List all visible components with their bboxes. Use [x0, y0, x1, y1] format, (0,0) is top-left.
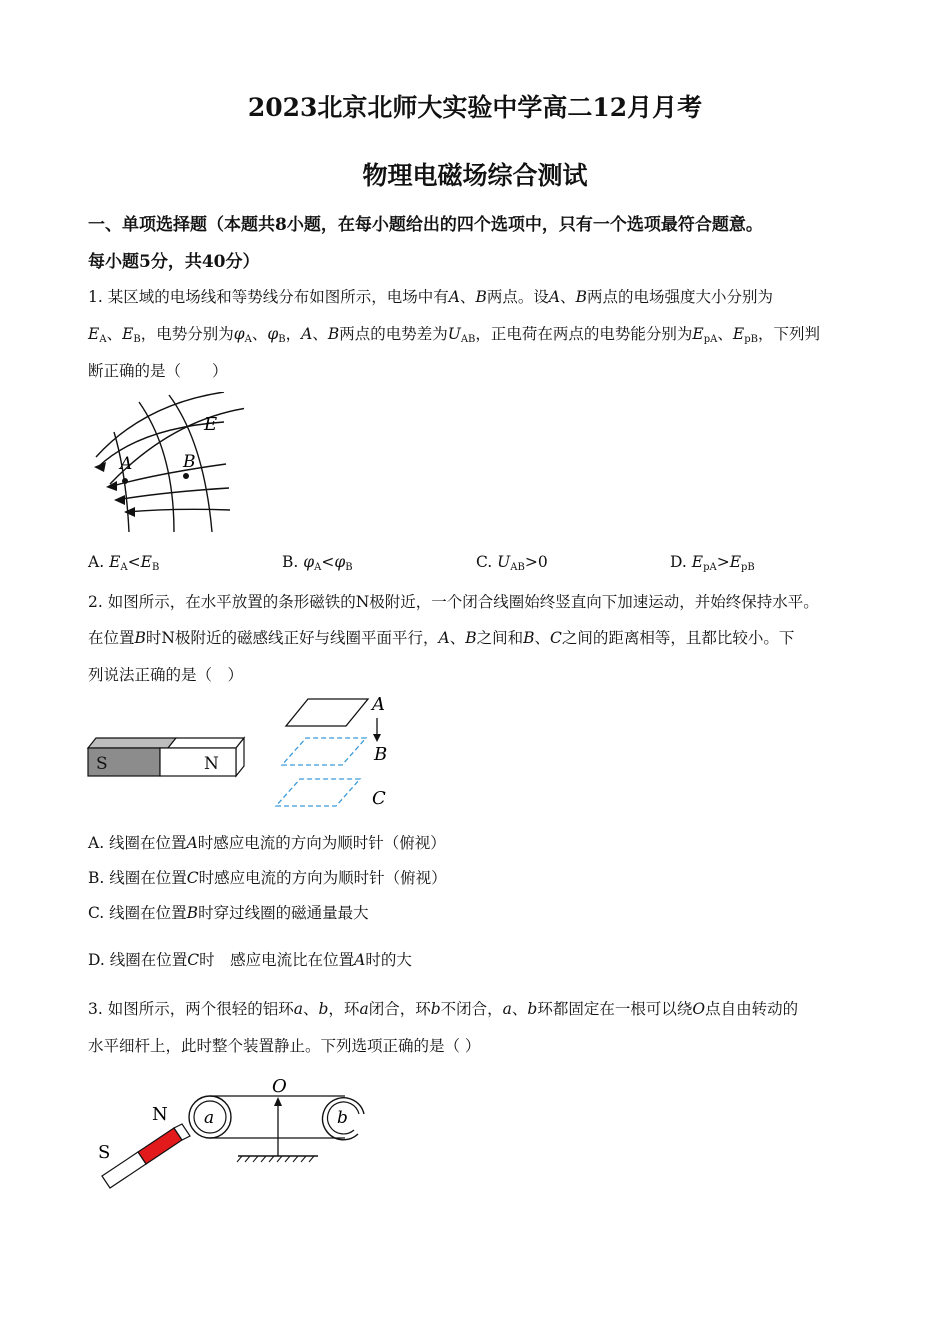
q3-aluminum-rings-figure [92, 1072, 382, 1192]
coil-position-C [276, 779, 360, 806]
arrow-head [114, 495, 125, 505]
coil-position-A [286, 699, 368, 726]
ring-a-label: a [204, 1108, 215, 1128]
magnet-S-label: S [96, 754, 108, 774]
label-A: A [120, 454, 133, 474]
motion-arrow-head [373, 734, 381, 742]
pivot-O-label: O [272, 1076, 287, 1097]
equipotential-2 [139, 402, 174, 532]
q2-option-C[interactable]: C. 线圈在位置B时穿过线圈的磁通量最大 [88, 904, 369, 922]
arrow-head [94, 462, 106, 472]
point-A-dot [122, 478, 128, 484]
magnet-N-end [138, 1128, 182, 1164]
label-B: B [183, 452, 196, 472]
pivot-arrow [274, 1097, 282, 1106]
page-title: 2023北京北师大实验中学高二12月月考 [247, 93, 703, 122]
q1-option-C[interactable]: C. $U_{AB}>0$ [476, 553, 548, 573]
label-B: B [374, 744, 388, 765]
magnet-top-N [168, 738, 244, 748]
magnet-S-label: S [98, 1142, 111, 1163]
q1-line3: 断正确的是（ ） [88, 362, 228, 380]
q2-option-D[interactable]: D. 线圈在位置C时 感应电流比在位置A时的大 [88, 951, 412, 969]
q2-magnet-coil-figure [84, 690, 404, 815]
q1-line2: $E_A$、$E_B$，电势分别为$\varphi_A$、$\varphi_B$，A、B两点的电势差为$U_{AB}$，正电荷在两点的电势能分别为$E_{pA}$、$E_{pB}$，下列判 [88, 325, 820, 345]
q1-option-A[interactable]: A. $E_A<E_B$ [88, 553, 160, 573]
magnet-N-label: N [152, 1104, 168, 1125]
point-B-dot [183, 473, 189, 479]
q1-electric-field-figure [84, 392, 244, 537]
section-heading: 一、单项选择题（本题共8小题，在每小题给出的四个选项中，只有一个选项最符合题意。 [88, 215, 763, 235]
magnet-N-label: N [204, 754, 219, 774]
field-line-4 [126, 509, 230, 512]
section-heading-cont: 每小题5分，共40分） [88, 252, 260, 272]
ring-b-label: b [337, 1108, 348, 1128]
q2-line2: 在位置B时N极附近的磁感线正好与线圈平面平行，A、B之间和B、C之间的距离相等，且都比较小。下 [88, 629, 795, 647]
q1-option-B[interactable]: B. $\varphi_A<\varphi_B$ [282, 553, 353, 573]
coil-position-B [282, 738, 366, 765]
q2-option-B[interactable]: B. 线圈在位置C时感应电流的方向为顺时针（俯视） [88, 869, 447, 887]
magnet-N-face [160, 748, 236, 776]
q2-line1: 2. 如图所示，在水平放置的条形磁铁的N极附近，一个闭合线圈始终竖直向下加速运动，并始终保持水平。 [88, 593, 819, 611]
q3-line1: 3. 如图所示，两个很轻的铝环a、b，环a闭合，环b不闭合，a、b环都固定在一根可以绕O点自由转动的 [88, 1000, 799, 1018]
label-E: E [204, 414, 218, 435]
label-C: C [372, 788, 386, 809]
ground-hatching [237, 1156, 314, 1162]
label-A: A [372, 694, 385, 715]
q1-line1: 1. 某区域的电场线和等势线分布如图所示，电场中有A、B两点。设A、B两点的电场强度大小分别为 [88, 288, 773, 306]
q2-line3: 列说法正确的是（ ） [88, 666, 244, 684]
q1-option-D[interactable]: D. $E_{pA}>E_{pB}$ [670, 553, 755, 573]
page-subtitle: 物理电磁场综合测试 [362, 161, 588, 190]
q2-option-A[interactable]: A. 线圈在位置A时感应电流的方向为顺时针（俯视） [88, 834, 446, 852]
magnet-top-S [88, 738, 176, 748]
q3-line2: 水平细杆上，此时整个装置静止。下列选项正确的是（ ） [88, 1037, 481, 1055]
arrow-head [124, 507, 135, 517]
